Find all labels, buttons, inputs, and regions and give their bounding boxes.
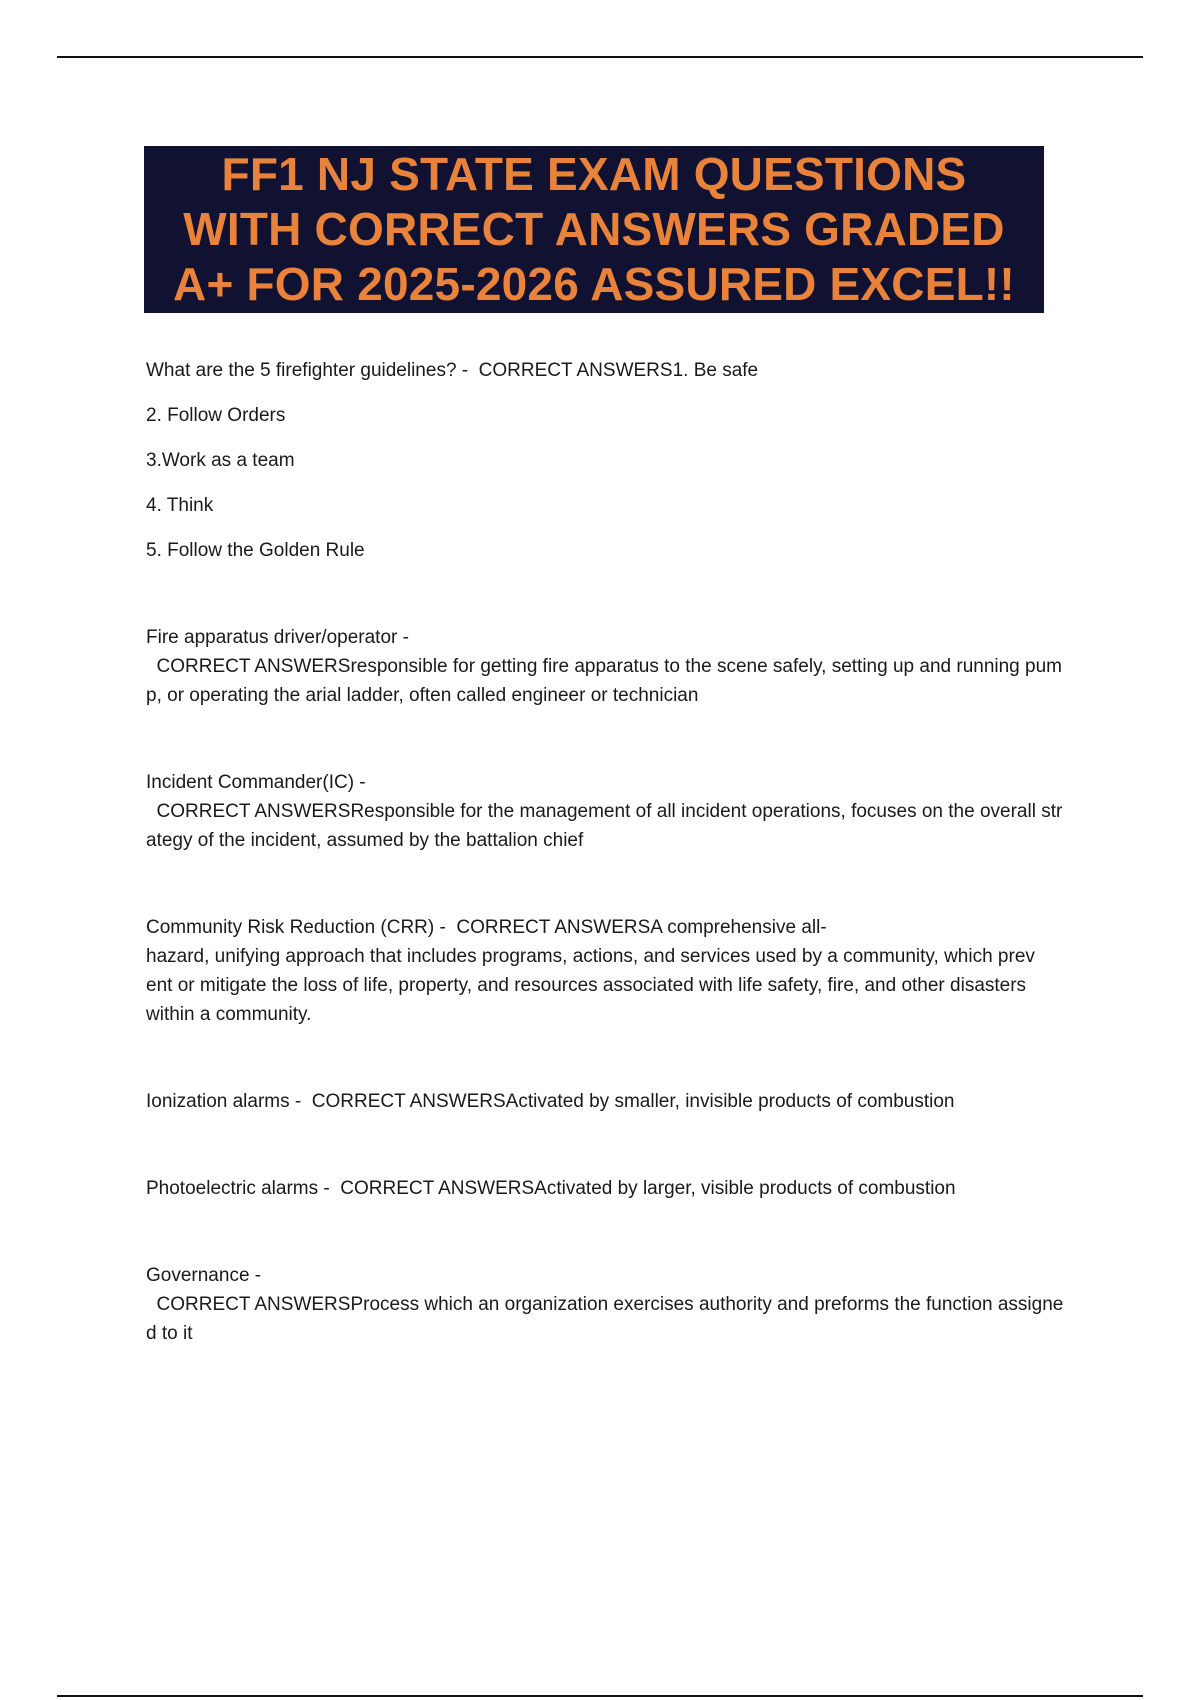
question-line: Ionization alarms - CORRECT ANSWERSActivated by smaller, invisible products of combustion — [146, 1091, 955, 1112]
banner-line-1: FF1 NJ STATE EXAM QUESTIONS — [221, 148, 967, 200]
qa-item-driver-operator — [146, 623, 1088, 710]
answer-line: d to it — [146, 1323, 193, 1344]
list-item: 2. Follow Orders — [146, 405, 286, 426]
list-item: 4. Think — [146, 495, 214, 516]
qa-item-photoelectric-alarms — [146, 1174, 1088, 1203]
answer-line: CORRECT ANSWERSProcess which an organization exercises authority and preforms the function assigne — [146, 1294, 1064, 1315]
question-line: Fire apparatus driver/operator - — [146, 627, 409, 648]
answer-line: within a community. — [146, 1004, 312, 1025]
question-line: Incident Commander(IC) - — [146, 772, 366, 793]
answer-line: ategy of the incident, assumed by the battalion chief — [146, 830, 584, 851]
question-line: Community Risk Reduction (CRR) - CORRECT ANSWERSA comprehensive all- — [146, 917, 827, 938]
qa-item-governance — [146, 1261, 1088, 1348]
banner-line-2: WITH CORRECT ANSWERS GRADED — [183, 203, 1005, 255]
question-line: Governance - — [146, 1265, 262, 1286]
answer-line: CORRECT ANSWERSResponsible for the management of all incident operations, focuses on the overall str — [146, 801, 1063, 822]
qa-item-community-risk-reduction — [146, 913, 1088, 1029]
question-line: Photoelectric alarms - CORRECT ANSWERSActivated by larger, visible products of combustion — [146, 1178, 956, 1199]
answer-line: ent or mitigate the loss of life, property, and resources associated with life safety, fire, and other disasters — [146, 975, 1027, 996]
top-rule — [57, 56, 1143, 58]
list-item: 5. Follow the Golden Rule — [146, 540, 365, 561]
qa-item-ionization-alarms — [146, 1087, 1088, 1116]
title-banner — [144, 146, 1044, 313]
qa-content — [146, 356, 1088, 1348]
banner-line-3: A+ FOR 2025-2026 ASSURED EXCEL!! — [173, 258, 1015, 310]
answer-line: hazard, unifying approach that includes programs, actions, and services used by a community, which prev — [146, 946, 1035, 967]
qa-item-incident-commander — [146, 768, 1088, 855]
answer-line: p, or operating the arial ladder, often called engineer or technician — [146, 685, 699, 706]
qa-item-guidelines — [146, 356, 1088, 565]
bottom-rule — [57, 1695, 1143, 1697]
list-item: 3.Work as a team — [146, 450, 295, 471]
answer-line: CORRECT ANSWERSresponsible for getting fire apparatus to the scene safely, setting up and running pum — [146, 656, 1062, 677]
question-line: What are the 5 firefighter guidelines? - CORRECT ANSWERS1. Be safe — [146, 360, 759, 381]
